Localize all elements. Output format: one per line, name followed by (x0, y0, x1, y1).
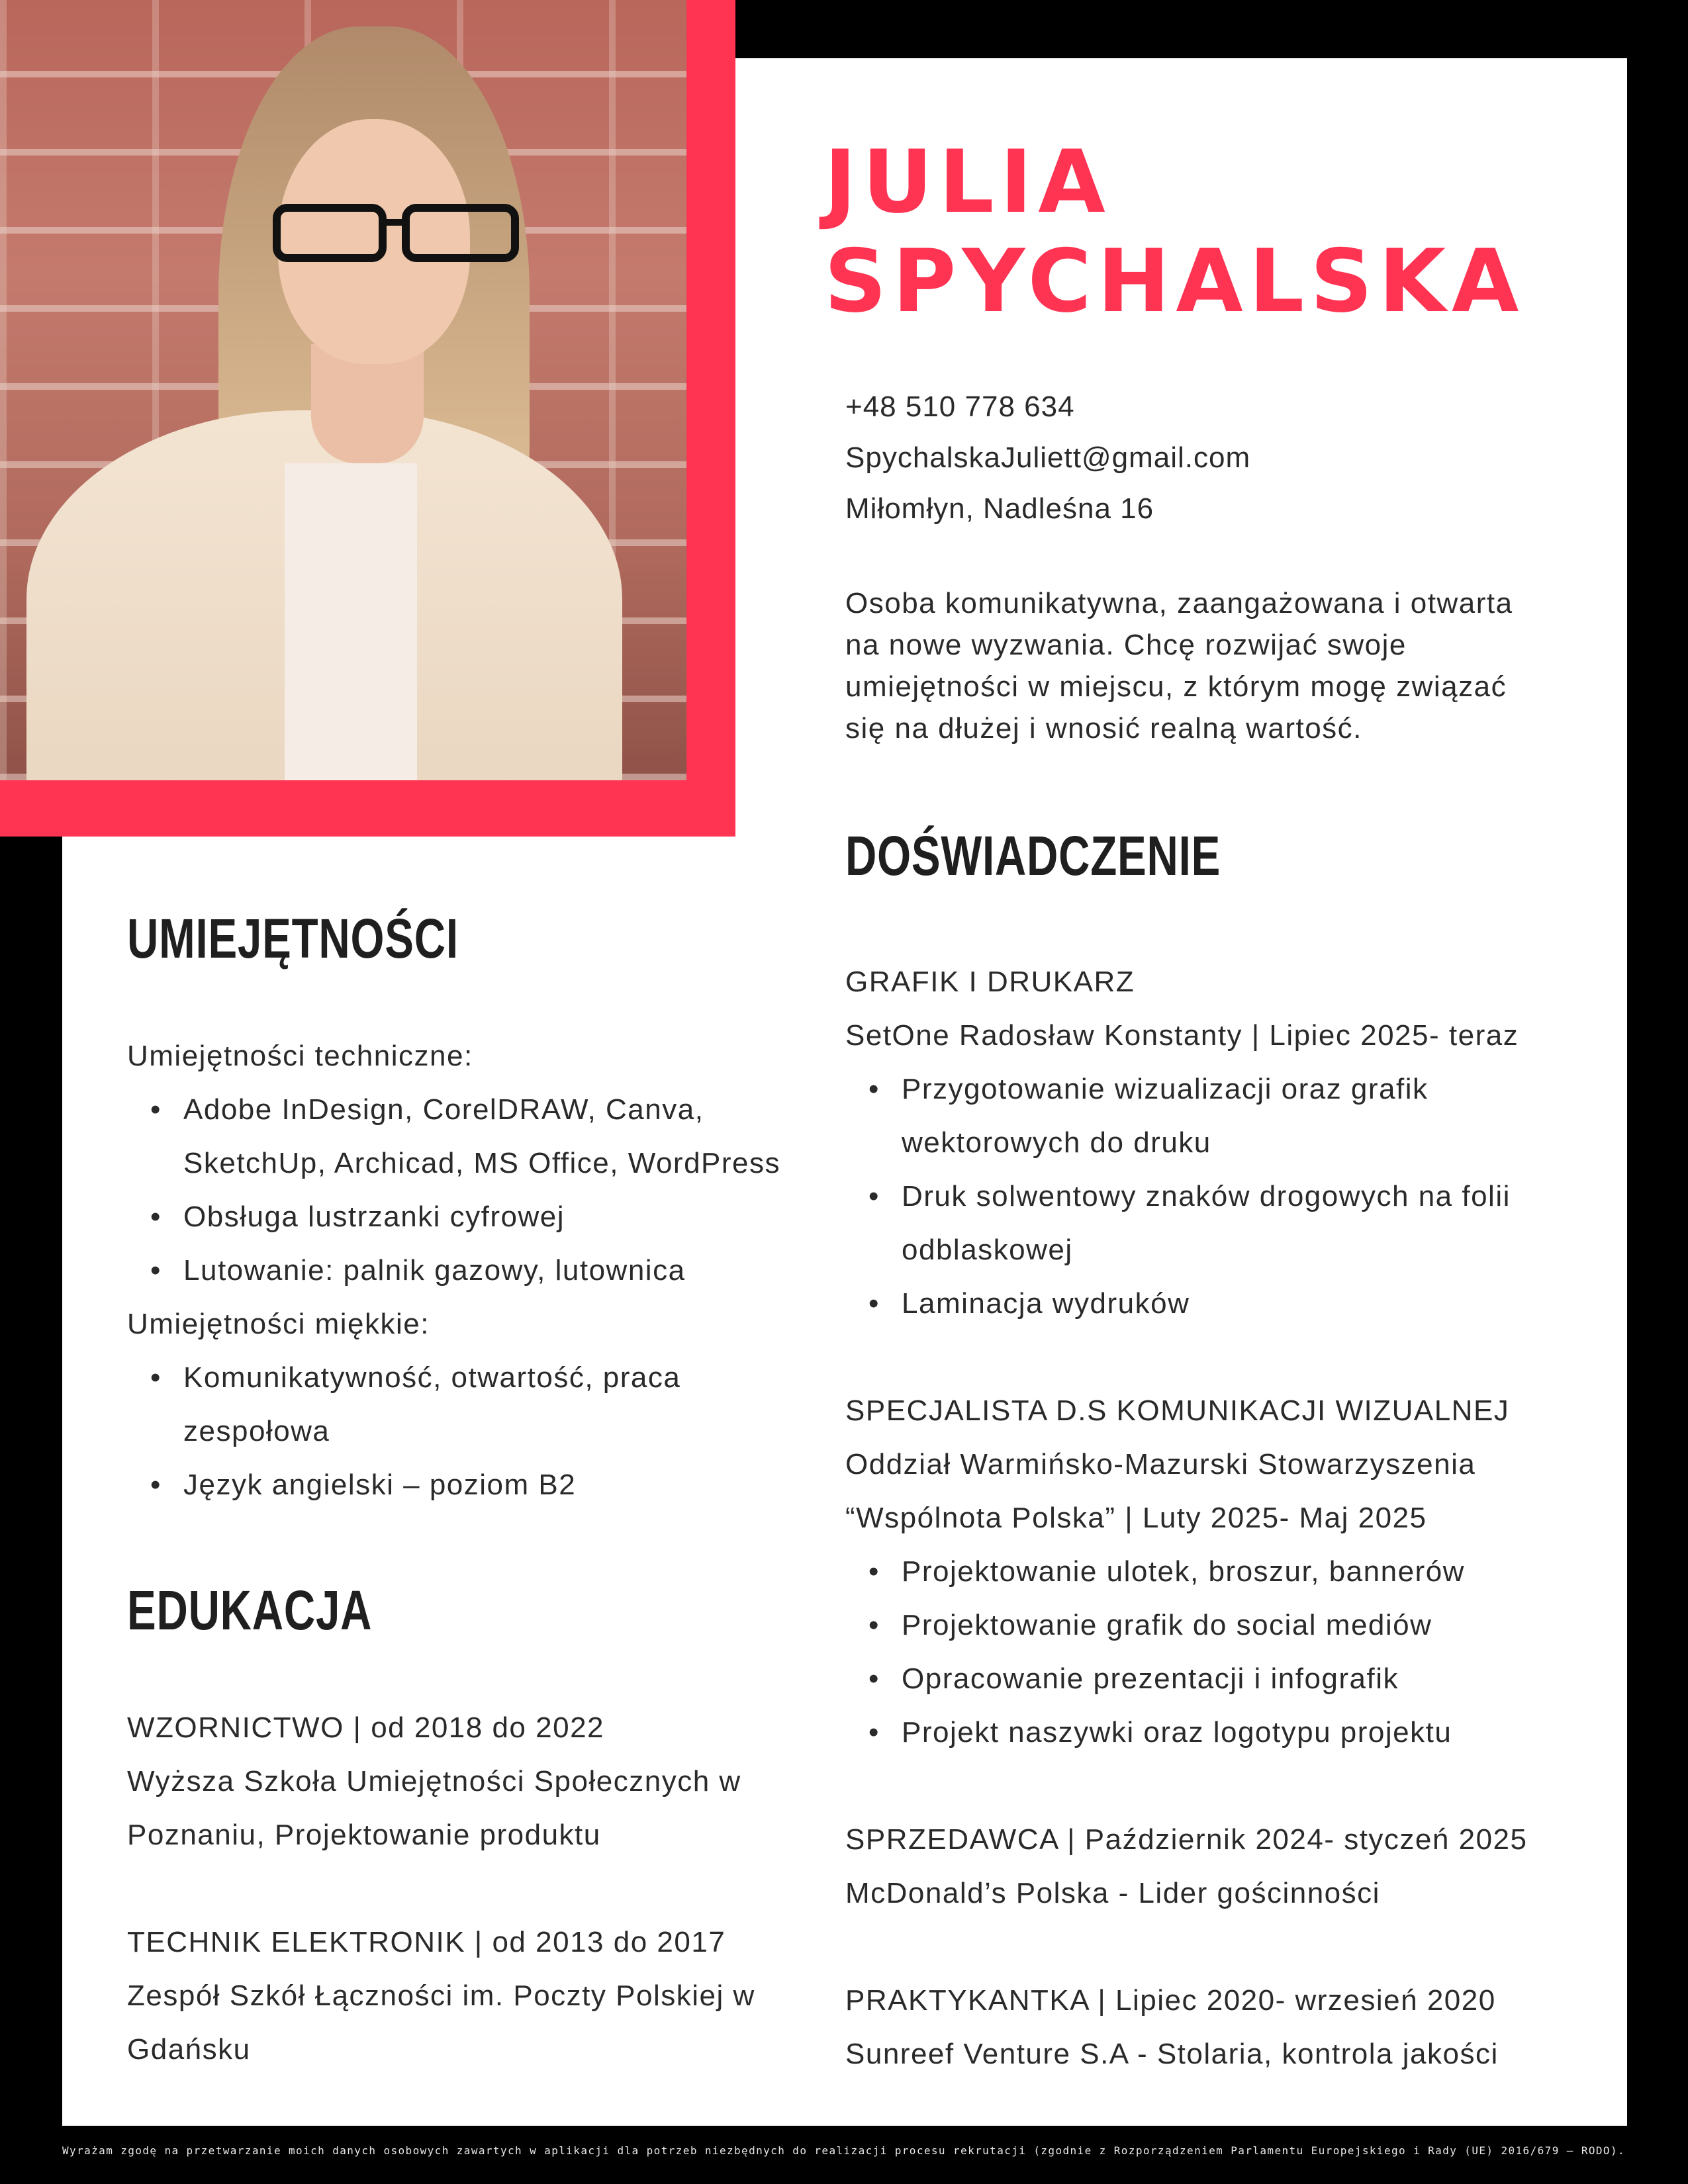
education-section (127, 1701, 822, 2076)
job-company: SetOne Radosław Konstanty | Lipiec 2025- teraz (845, 1019, 1519, 1052)
job-company: Sunreef Venture S.A - Stolaria, kontrola jakości (845, 2038, 1499, 2070)
soft-skills-list (127, 1351, 822, 1512)
glasses-icon (270, 199, 528, 265)
last-name: SPYCHALSKA (824, 230, 1525, 332)
list-item: • Lutowanie: palnik gazowy, lutownica (127, 1244, 822, 1297)
contact-info (845, 387, 1250, 540)
education-title: WZORNICTWO | od 2018 do 2022 (127, 1711, 605, 1744)
job-role: GRAFIK I DRUKARZ (845, 966, 1135, 998)
education-heading: EDUKACJA (127, 1579, 373, 1641)
experience-section (845, 955, 1560, 2081)
list-item: • Projektowanie ulotek, broszur, bannerów (845, 1545, 1560, 1598)
photo-frame (0, 0, 735, 837)
list-item: • Obsługa lustrzanki cyfrowej (127, 1190, 822, 1244)
gdpr-consent-clause: Wyrażam zgodę na przetwarzanie moich danych osobowych zawartych w aplikacji dla potrzeb niezbędnych do realizacji procesu rekrutacji (zgodnie z Rozporządzeniem Parlamentu Europejskiego i Rady (UE) 2016/679 – RODO). (62, 2144, 1626, 2157)
candidate-name (824, 132, 1524, 331)
technical-skills-label: Umiejętności techniczne: (127, 1040, 473, 1072)
job-role: PRAKTYKANTKA | Lipiec 2020- wrzesień 2020 (845, 1984, 1496, 2017)
job-duties (845, 1545, 1560, 1759)
technical-skills-list (127, 1083, 822, 1297)
profile-photo (0, 0, 686, 780)
job-company: McDonald’s Polska - Lider gościnności (845, 1877, 1380, 1909)
list-item: • Adobe InDesign, CorelDRAW, Canva, SketchUp, Archicad, MS Office, WordPress (127, 1083, 822, 1190)
job-role: SPECJALISTA D.S KOMUNIKACJI WIZUALNEJ (845, 1394, 1510, 1427)
list-item: • Komunikatywność, otwartość, praca zespołowa (127, 1351, 822, 1458)
experience-heading: DOŚWIADCZENIE (845, 825, 1221, 887)
first-name: JULIA (824, 131, 1111, 232)
list-item: • Opracowanie prezentacji i infografik (845, 1652, 1560, 1706)
list-item: • Przygotowanie wizualizacji oraz grafik wektorowych do druku (845, 1062, 1560, 1169)
job-role: SPRZEDAWCA | Październik 2024- styczeń 2025 (845, 1823, 1528, 1856)
profile-summary: Osoba komunikatywna, zaangażowana i otwarta na nowe wyzwania. Chcę rozwijać swoje umiejętności w miejscu, z którym mogę związać się na dłużej i wnosić realną wartość. (845, 587, 1513, 745)
skills-heading: UMIEJĘTNOŚCI (127, 907, 459, 970)
list-item: • Projektowanie grafik do social mediów (845, 1598, 1560, 1652)
list-item: • Język angielski – poziom B2 (127, 1458, 822, 1512)
email-address: SpychalskaJuliett@gmail.com (845, 441, 1251, 474)
list-item: • Laminacja wydruków (845, 1277, 1560, 1330)
soft-skills-label: Umiejętności miękkie: (127, 1308, 430, 1340)
list-item: • Projekt naszywki oraz logotypu projektu (845, 1706, 1560, 1759)
job-duties (845, 1062, 1560, 1330)
education-school: Zespół Szkół Łączności im. Poczty Polskiej w Gdańsku (127, 1979, 755, 2066)
list-item: • Druk solwentowy znaków drogowych na folii odblaskowej (845, 1169, 1560, 1277)
phone-number: +48 510 778 634 (845, 390, 1075, 423)
skills-section (127, 1029, 822, 1512)
job-company: Oddział Warmińsko-Mazurski Stowarzyszenia “Wspólnota Polska” | Luty 2025- Maj 2025 (845, 1448, 1476, 1534)
home-address: Miłomłyn, Nadleśna 16 (845, 492, 1154, 525)
education-school: Wyższa Szkoła Umiejętności Społecznych w Poznaniu, Projektowanie produktu (127, 1765, 741, 1851)
education-title: TECHNIK ELEKTRONIK | od 2013 do 2017 (127, 1926, 726, 1958)
